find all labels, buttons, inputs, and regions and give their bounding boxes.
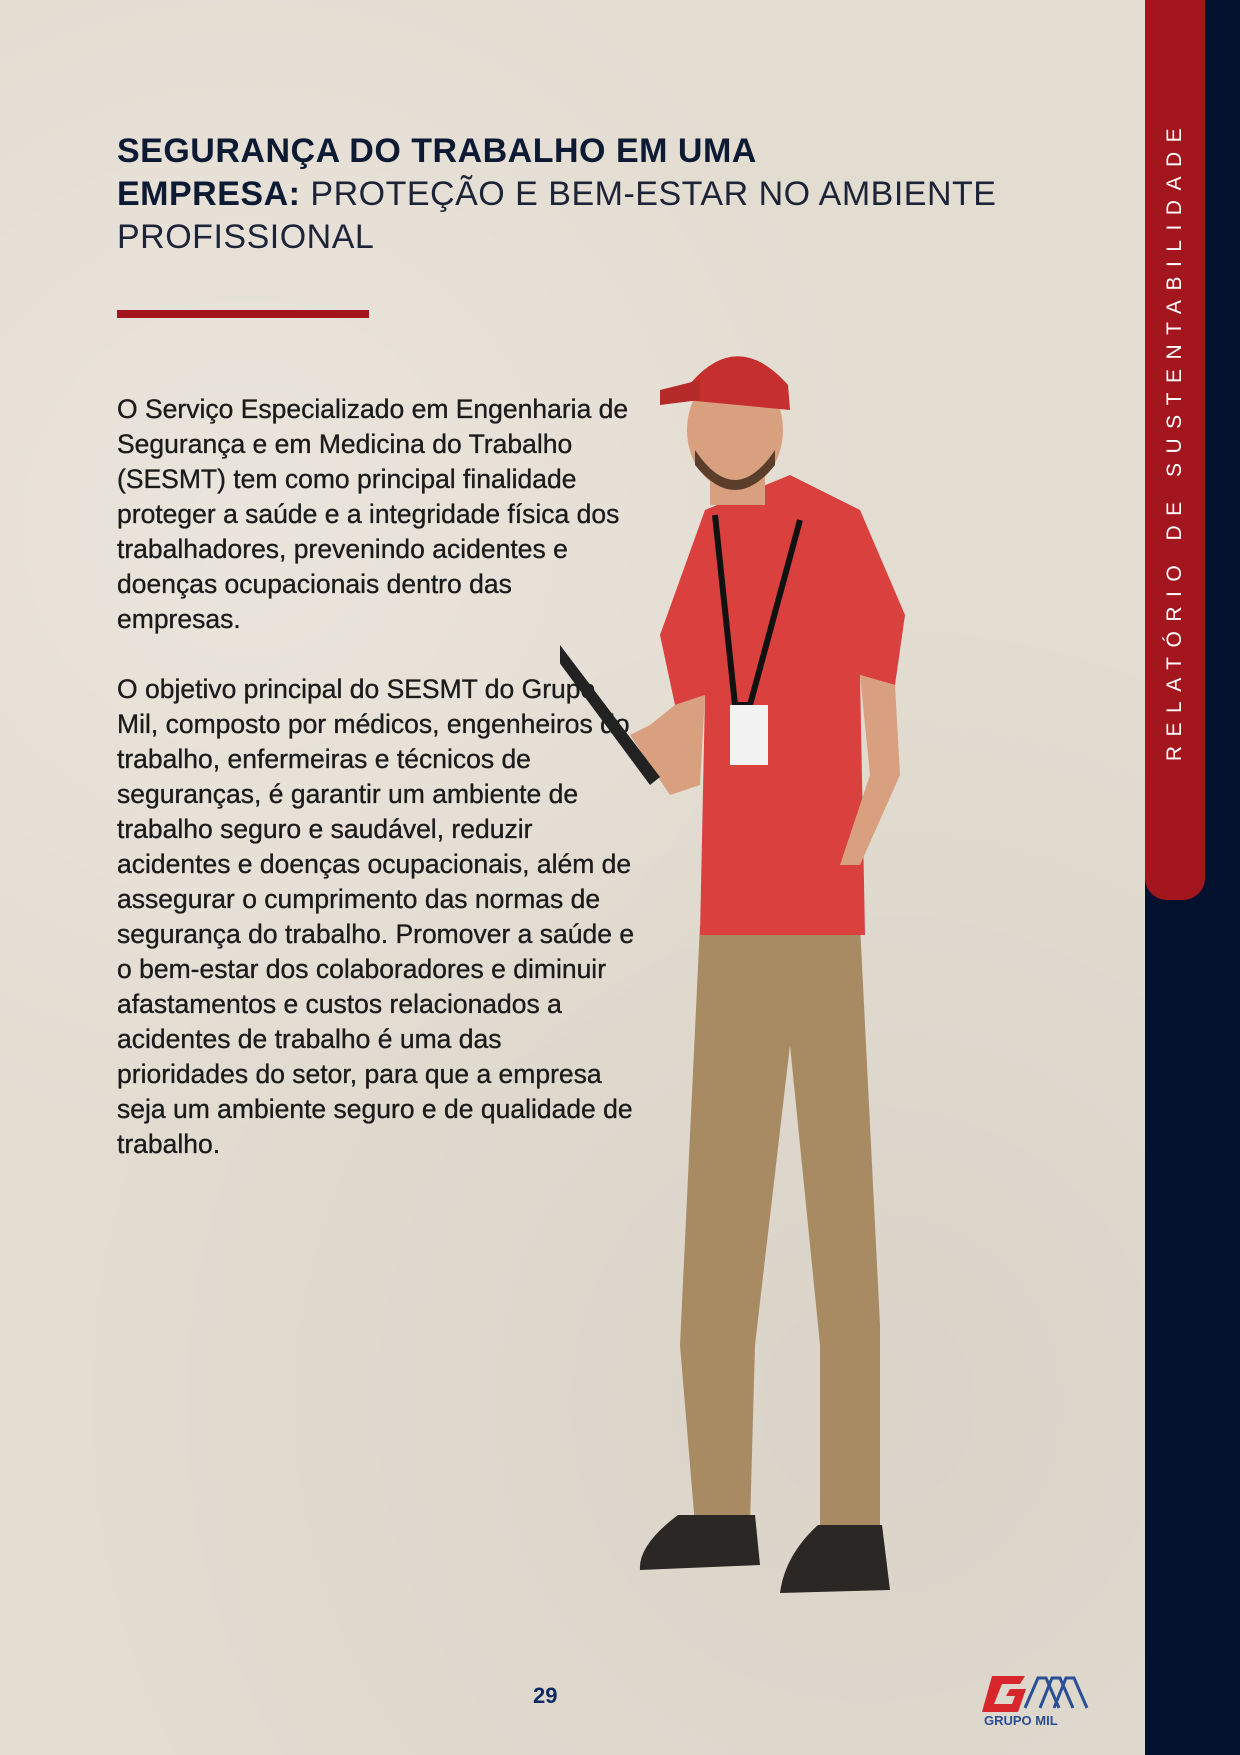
red-divider <box>117 310 369 318</box>
grupo-mil-logo <box>980 1668 1095 1728</box>
sidebar-label: RELATÓRIO DE SUSTENTABILIDADE <box>1163 118 1187 762</box>
svg-text:GRUPO MIL: GRUPO MIL <box>984 1713 1058 1728</box>
title-subtitle: PROTEÇÃO E BEM-ESTAR NO AMBIENTE PROFISSIONAL <box>117 175 997 256</box>
paragraph: O objetivo principal do SESMT do Grupo Mil, composto por médicos, engenheiros do trabalho, enfermeiras e técnicos de seguranças, é garantir um ambiente de trabalho seguro e saudável, reduzir acidentes e doenças ocupacionais, além de assegurar o cumprimento das normas de segurança do trabalho. Promover a saúde e o bem-estar dos colaboradores e diminuir afastamentos e custos relacionados a acidentes de trabalho é uma das prioridades do setor, para que a empresa seja um ambiente seguro e de qualidade de trabalho. <box>117 674 635 1159</box>
sidebar-label-wrap <box>1145 0 1205 880</box>
worker-photo <box>560 345 1020 1615</box>
paragraph: O Serviço Especializado em Engenharia de Segurança e em Medicina do Trabalho (SESMT) tem como principal finalidade proteger a saúde e a integridade física dos trabalhadores, prevenindo acidentes e doenças ocupacionais dentro das empresas. <box>117 394 629 634</box>
title-bold-word: EMPRESA: <box>117 175 301 213</box>
page-number: 29 <box>533 1683 558 1708</box>
page-title <box>117 130 1017 259</box>
title-bold-line: SEGURANÇA DO TRABALHO EM UMA <box>117 132 757 170</box>
body-text <box>117 392 637 1197</box>
